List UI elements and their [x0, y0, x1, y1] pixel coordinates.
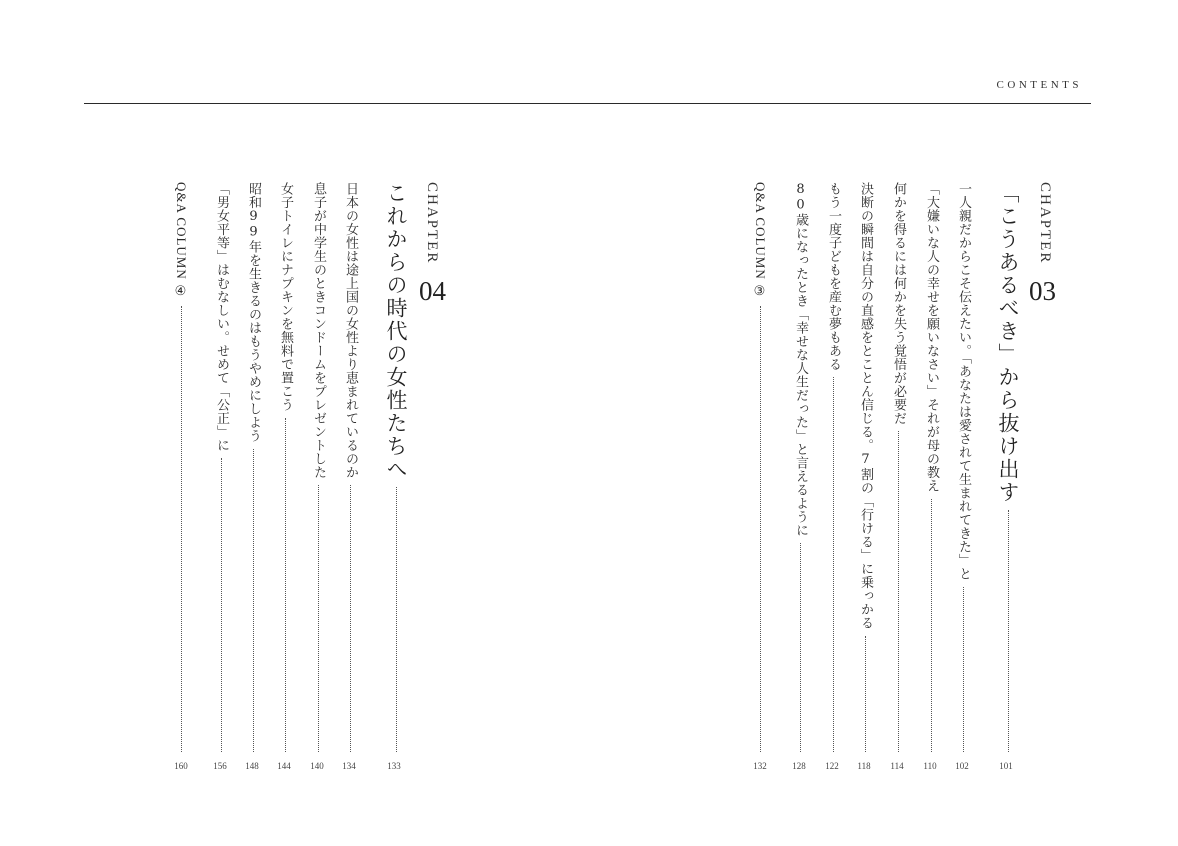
page-number: 101 — [999, 761, 1013, 771]
chapter-04-title-text: これからの時代の女性たちへ — [384, 182, 408, 481]
toc-entry[interactable] — [309, 182, 328, 752]
toc-entry[interactable] — [244, 182, 263, 752]
toc-entry-text: 昭和99年を生きるのはもうやめにしよう — [246, 182, 261, 443]
qa-column-text: Q&A COLUMN ④ — [174, 182, 189, 301]
chapter-03-label: CHAPTER — [1037, 182, 1053, 265]
dot-leader — [1008, 510, 1009, 752]
toc-entry-text: 何かを得るには何かを失う覚悟が必要だ — [891, 182, 906, 425]
toc-entry[interactable] — [791, 182, 810, 752]
page-number: 133 — [387, 761, 401, 771]
dot-leader — [898, 431, 899, 752]
page-number: 102 — [955, 761, 969, 771]
toc-entry[interactable] — [212, 182, 231, 752]
page-number: 122 — [825, 761, 839, 771]
toc-entry[interactable] — [856, 182, 875, 752]
page-number: 140 — [310, 761, 324, 771]
dot-leader — [833, 377, 834, 752]
dot-leader — [221, 458, 222, 752]
qa-column-entry[interactable] — [752, 182, 768, 752]
page-number: 134 — [342, 761, 356, 771]
page-header-label: CONTENTS — [996, 79, 1082, 91]
dot-leader — [931, 499, 932, 753]
chapter-03-title[interactable] — [993, 182, 1023, 752]
chapter-04-title[interactable] — [381, 182, 411, 752]
dot-leader — [318, 485, 319, 752]
page-number: 132 — [753, 761, 767, 771]
toc-entry-text: 一人親だからこそ伝えたい。「あなたは愛されて生まれてきた」と — [956, 182, 971, 581]
qa-column-entry[interactable] — [173, 182, 189, 752]
toc-entry[interactable] — [276, 182, 295, 752]
page-number: 114 — [890, 761, 904, 771]
toc-entry[interactable] — [341, 182, 360, 752]
chapter-04-number: 04 — [419, 276, 446, 306]
dot-leader — [963, 587, 964, 753]
toc-entry[interactable] — [889, 182, 908, 752]
toc-entry-text: 女子トイレにナプキンを無料で置こう — [278, 182, 293, 412]
page-number: 110 — [923, 761, 937, 771]
dot-leader — [285, 418, 286, 753]
toc-entry-text: 息子が中学生のときコンドームをプレゼントした — [311, 182, 326, 479]
dot-leader — [800, 543, 801, 752]
dot-leader — [760, 306, 761, 752]
toc-entry-text: 80歳になったとき「幸せな人生だった」と言えるように — [793, 182, 808, 537]
chapter-04-label: CHAPTER — [424, 182, 440, 265]
toc-entry-text: もう一度子どもを産む夢もある — [826, 182, 841, 371]
toc-entry-text: 「男女平等」はむなしい。せめて「公正」に — [214, 182, 229, 452]
page-number: 118 — [857, 761, 871, 771]
page-number: 128 — [792, 761, 806, 771]
dot-leader — [350, 485, 351, 752]
qa-column-text: Q&A COLUMN ③ — [753, 182, 768, 301]
dot-leader — [865, 636, 866, 753]
dot-leader — [396, 487, 397, 752]
toc-entry-text: 決断の瞬間は自分の直感をとことん信じる。7割の「行ける」に乗っかる — [858, 182, 873, 630]
chapter-03-title-text: 「こうあるべき」から抜け出す — [996, 182, 1020, 504]
toc-entry[interactable] — [922, 182, 941, 752]
header-rule — [84, 103, 1091, 104]
toc-entry[interactable] — [954, 182, 973, 752]
chapter-03-number: 03 — [1029, 276, 1056, 306]
toc-entry-text: 日本の女性は途上国の女性より恵まれているのか — [343, 182, 358, 479]
toc-entry[interactable] — [824, 182, 843, 752]
page-number: 144 — [277, 761, 291, 771]
page-number: 160 — [174, 761, 188, 771]
dot-leader — [253, 449, 254, 753]
page-number: 156 — [213, 761, 227, 771]
dot-leader — [181, 306, 182, 752]
toc-entry-text: 「大嫌いな人の幸せを願いなさい」それが母の教え — [924, 182, 939, 493]
page-number: 148 — [245, 761, 259, 771]
